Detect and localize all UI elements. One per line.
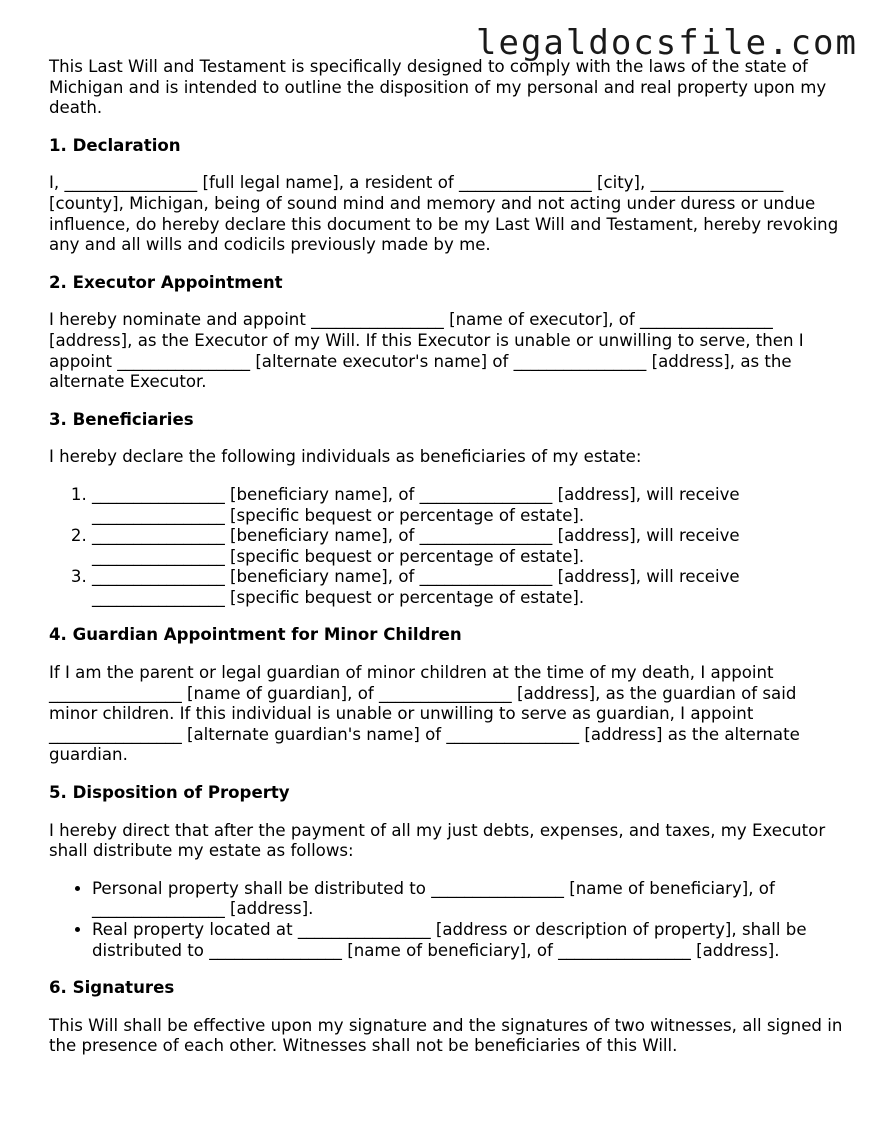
beneficiaries-intro: I hereby declare the following individuals as beneficiaries of my estate: — [49, 447, 642, 467]
signatures-paragraph: This Will shall be effective upon my signature and the signatures of two witnesses, all signed in the presence of each other. Witnesses shall not be beneficiaries of this Will. — [49, 1015, 843, 1056]
section-heading: 5. Disposition of Property — [49, 783, 290, 803]
declaration-paragraph: I, ________________ [full legal name], a resident of ________________ [city], ________________ [county], Michigan, being of sound mind and memory and not acting under duress or undue influence, do hereby declare this document to be my Last Will and Testament, hereby revoking any and all wills and codicils previously made by me. — [49, 173, 839, 255]
intro-paragraph: This Last Will and Testament is specifically designed to comply with the laws of the state of Michigan and is intended to outline the disposition of my personal and real property upon my death. — [49, 57, 827, 118]
section-heading: 2. Executor Appointment — [49, 272, 283, 292]
guardian-paragraph: If I am the parent or legal guardian of minor children at the time of my death, I appoint ________________ [name of guardian], of ________________ [address], as the guardian of said minor children. If this individual is unable or unwilling to serve as guardian, I appoint ________________ [alternate guardian's name] of ________________ [address] as the alternate guardian. — [49, 663, 800, 765]
disposition-intro: I hereby direct that after the payment of all my just debts, expenses, and taxes, my Executor shall distribute my estate as follows: — [49, 820, 826, 861]
site-watermark: legaldocsfile.com — [476, 23, 858, 63]
section-signatures — [49, 978, 849, 1057]
section-heading: 3. Beneficiaries — [49, 409, 194, 429]
section-beneficiaries — [49, 410, 849, 609]
beneficiary-item: 3. ________________ [beneficiary name], of ________________ [address], will receive ________________ [specific bequest or percentage of estate]. — [92, 567, 849, 608]
property-item: • Personal property shall be distributed to ________________ [name of beneficiary], of ________________ [address]. — [92, 879, 849, 920]
property-item: • Real property located at ________________ [address or description of property], shall be distributed to ________________ [name of beneficiary], of ________________ [address]. — [92, 920, 849, 961]
section-declaration — [49, 136, 849, 256]
section-heading: 6. Signatures — [49, 978, 175, 998]
section-heading: 1. Declaration — [49, 135, 181, 155]
will-document — [49, 57, 849, 1074]
section-executor-appointment — [49, 273, 849, 393]
section-heading: 4. Guardian Appointment for Minor Children — [49, 625, 462, 645]
section-disposition-of-property — [49, 783, 849, 961]
executor-paragraph: I hereby nominate and appoint ________________ [name of executor], of ________________ [address], as the Executor of my Will. If this Executor is unable or unwilling to serve, then I appoint ________________ [alternate executor's name] of ________________ [address], as the alternate Executor. — [49, 310, 804, 392]
beneficiary-list — [49, 485, 849, 609]
section-guardian-appointment — [49, 625, 849, 766]
beneficiary-item: 2. ________________ [beneficiary name], of ________________ [address], will receive ________________ [specific bequest or percentage of estate]. — [92, 526, 849, 567]
property-list — [49, 879, 849, 961]
beneficiary-item: 1. ________________ [beneficiary name], of ________________ [address], will receive ________________ [specific bequest or percentage of estate]. — [92, 485, 849, 526]
